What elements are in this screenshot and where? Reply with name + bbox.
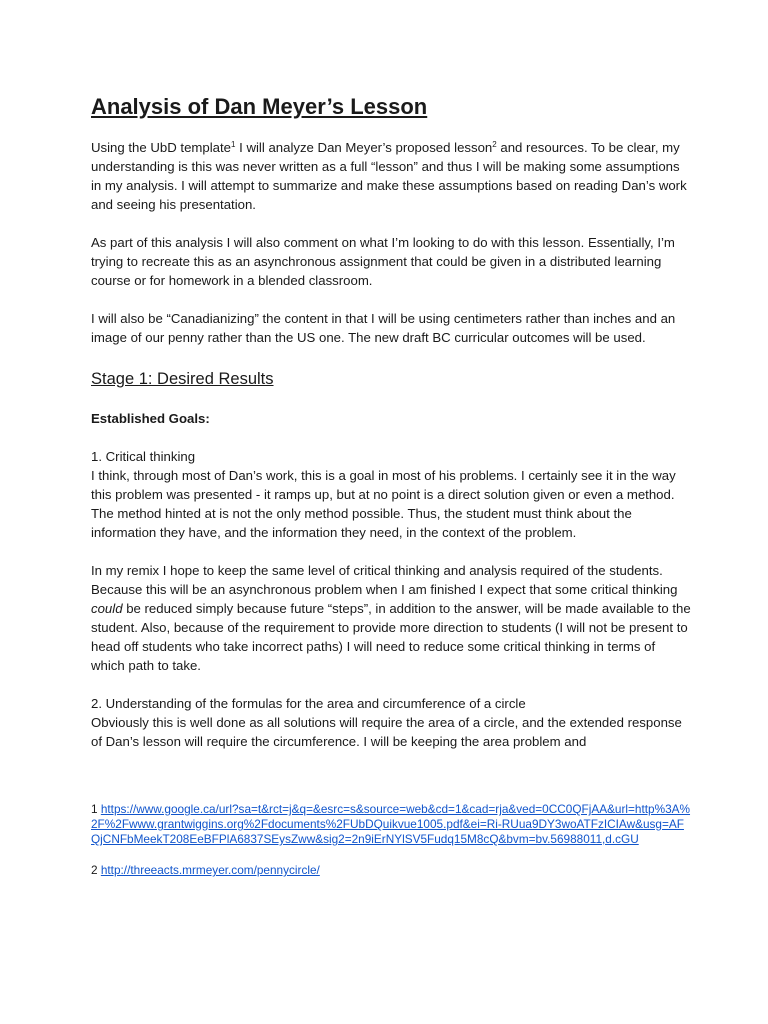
goal-1-paragraph-2: In my remix I hope to keep the same level of critical thinking and analysis required of the students. Because this will be an asynchronous problem when I am finished I expect that some critical thinking could be reduced simply because future “steps”, in addition to the answer, will be made available to the student. Also, because of the requirement to provide more direction to students (I will not be present to head off students who take incorrect paths) I will need to reduce some critical thinking in terms of which path to take. bbox=[91, 563, 691, 673]
intro-paragraph-3: I will also be “Canadianizing” the content in that I will be using centimeters rather than inches and an image of our penny rather than the US one. The new draft BC curricular outcomes will be used. bbox=[91, 311, 676, 345]
intro-paragraph-1: Using the UbD template$^1$ I will analyze Dan Meyer’s proposed lesson$^2$ and resources. To be clear, my understanding is this was never written as a full “lesson” and thus I will be making some assumptions in my analysis. I will attempt to summarize and make these assumptions based on reading Dan’s work and seeing his presentation. bbox=[91, 140, 687, 212]
page-title: Analysis of Dan Meyer’s Lesson bbox=[91, 94, 428, 119]
footnotes bbox=[91, 802, 691, 878]
document-body bbox=[91, 92, 691, 751]
section-heading-stage1: Stage 1: Desired Results bbox=[91, 370, 274, 388]
goal-1-title: 1. Critical thinking bbox=[91, 449, 196, 464]
footnote-ref-2[interactable]: 2 bbox=[492, 140, 497, 149]
goal-2-title: 2. Understanding of the formulas for the area and circumference of a circle bbox=[91, 696, 526, 711]
subheading-established-goals: Established Goals: bbox=[91, 411, 210, 426]
footnote-2: 2 http://threeacts.mrmeyer.com/pennycircle/ bbox=[91, 863, 320, 877]
footnote-1: 1 https://www.google.ca/url?sa=t&rct=j&q=&esrc=s&source=web&cd=1&cad=rja&ved=0CC0QFjAA&url=http%3A%2F%2Fwww.grantwiggins.org%2Fdocuments%2FUbDQuikvue1005.pdf&ei=Ri-RUua9DY3woATFzICIAw&usg=AFQjCNFbMeekT208EeBFPlA6837SEysZww&sig2=2n9iErNYlSV5Fudq15M8cQ&bvm=bv.56988011,d.cGU bbox=[91, 802, 691, 846]
goal-1-paragraph-1: I think, through most of Dan’s work, this is a goal in most of his problems. I certainly see it in the way this problem was presented - it ramps up, but at no point is a direct solution given or even a method. The method hinted at is not the only method possible. Thus, the student must think about the information they have, and the information they need, in the context of the problem. bbox=[91, 468, 676, 540]
intro-paragraph-2: As part of this analysis I will also comment on what I’m looking to do with this lesson. Essentially, I’m trying to recreate this as an asynchronous assignment that could be given in a distributed learning course or for homework in a blended classroom. bbox=[91, 235, 675, 288]
goal-2-paragraph-1: Obviously this is well done as all solutions will require the area of a circle, and the extended response of Dan’s lesson will require the circumference. I will be keeping the area problem and bbox=[91, 715, 682, 749]
footnote-ref-1[interactable]: 1 bbox=[231, 140, 236, 149]
footnote-2-link[interactable]: http://threeacts.mrmeyer.com/pennycircle/ bbox=[100, 863, 320, 877]
footnote-1-link[interactable]: https://www.google.ca/url?sa=t&rct=j&q=&esrc=s&source=web&cd=1&cad=rja&ved=0CC0QFjAA&url=http%3A%2F%2Fwww.grantwiggins.org%2Fdocuments%2FUbDQuikvue1005.pdf&ei=Ri-RUua9DY3woATFzICIAw&usg=AFQjCNFbMeekT208EeBFPlA6837SEysZww&sig2=2n9iErNYlSV5Fudq15M8cQ&bvm=bv.56988011,d.cGU bbox=[91, 802, 691, 846]
